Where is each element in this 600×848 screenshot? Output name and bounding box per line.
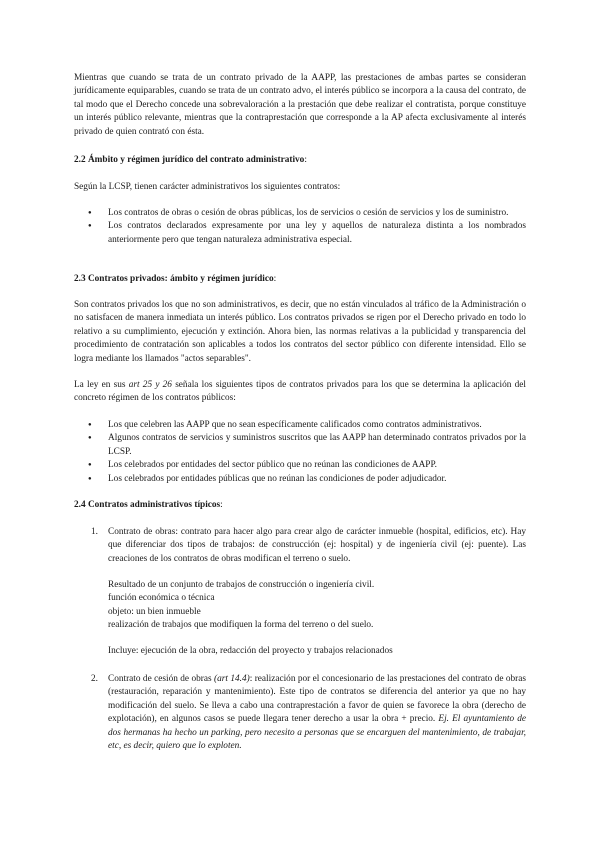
- item-2-number: 2.: [91, 674, 98, 684]
- section-2-2-bullet-list: [74, 207, 526, 247]
- section-2-2-heading: [74, 154, 526, 167]
- item-2-example: Ej. El ayuntamiento de dos hermanas ha hecho un parking, pero necesito a personas que se encarguen del mantenimiento, de trabajar, etc, es decir, quiero que lo exploten.: [108, 714, 527, 752]
- item-1-number: 1.: [91, 527, 98, 537]
- section-2-3-paragraph-1: Son contratos privados los que no son administrativos, es decir, que no están vinculados al tráfico de la Administración o no satisfacen de manera inmediata un interés público. Los contratos privados se rigen por el Derecho privado en todo lo relativo a su cumplimiento, ejecución y extinción. Ahora bien, las normas relativas a la publicidad y transparencia del procedimiento de contratación son aplicables a todos los contratos del sector público con diferente intensidad. Ello se logra mediante los llamados "actos separables".: [74, 300, 526, 364]
- section-2-4-colon: :: [220, 500, 223, 510]
- detail-line: Resultado de un conjunto de trabajos de construcción o ingeniería civil.: [108, 580, 375, 590]
- list-item: ● Los que celebren las AAPP que no sean específicamente calificados como contratos administrativos.: [74, 419, 526, 432]
- section-2-3-bullet-list: [74, 419, 526, 486]
- detail-line: objeto: un bien inmueble: [108, 606, 201, 617]
- para2-text-cont: señala los siguientes tipos de contratos privados para los que se determina la aplicación del concreto régimen de los contratos públicos:: [74, 380, 526, 404]
- detail-line: función económica o técnica: [108, 593, 215, 604]
- section-2-3-paragraph-2: [74, 379, 526, 406]
- section-2-2-intro: Según la LCSP, tienen carácter administrativos los siguientes contratos:: [74, 182, 341, 192]
- article-reference: (art 14.4): [213, 674, 250, 684]
- section-2-3-heading: [74, 273, 526, 286]
- detail-line: realización de trabajos que modifiquen la forma del terreno o del suelo.: [108, 620, 374, 631]
- list-item: ● Los celebrados por entidades del sector público que no reúnan las condiciones de AAPP.: [74, 459, 526, 472]
- para2-text: La ley en sus: [74, 380, 129, 390]
- list-item: ● Algunos contratos de servicios y suministros suscritos que las AAPP han determinado contratos privados por la LCSP.: [74, 432, 526, 459]
- list-item: ● Los contratos declarados expresamente por una ley y aquellos de naturaleza distinta a los nombrados anteriormente pero que tengan naturaleza administrativa especial.: [74, 220, 526, 247]
- item-2-text: [108, 673, 526, 753]
- section-2-2-title: 2.2 Ámbito y régimen jurídico del contrato administrativo: [74, 155, 305, 165]
- list-item: ● Los celebrados por entidades públicas que no reúnan las condiciones de poder adjudicador.: [74, 473, 526, 486]
- article-reference: art 25 y 26: [128, 380, 172, 390]
- item-1-incluye: Incluye: ejecución de la obra, redacción del proyecto y trabajos relacionados: [108, 646, 393, 656]
- section-2-4-title: 2.4 Contratos administrativos típicos: [74, 500, 221, 510]
- section-2-3-title: 2.3 Contratos privados: ámbito y régimen jurídico: [74, 274, 274, 284]
- section-2-3-colon: :: [273, 274, 277, 284]
- item-1-text: Contrato de obras: contrato para hacer algo para crear algo de carácter inmueble (hospital, edificios, etc). Hay que diferenciar dos tipos de trabajos: de construcción (ej: hospital) y de ingeniería civil (ej: puente). Las creaciones de los contratos de obras modifican el terreno o suelo.: [108, 527, 526, 564]
- item-1-details: [108, 579, 526, 633]
- item-2-body: : realización por el concesionario de las prestaciones del contrato de obras (restauración, reparación y mantenimiento). Este tipo de contratos se diferencia del anterior ya que no hay modificación del suelo. Se lleva a cabo una contraprestación a favor de quien se favorece la obra (derecho de explotación), en algunos casos se puede llegara tener derecho a usar la obra + precio.: [108, 674, 526, 725]
- list-item: ● Los contratos de obras o cesión de obras públicas, los de servicios o cesión de servicios y los de suministro.: [74, 207, 526, 220]
- item-2-lead: Contrato de cesión de obras: [108, 674, 214, 684]
- intro-paragraph: Mientras que cuando se trata de un contrato privado de la AAPP, las prestaciones de ambas partes se consideran jurídicamente equiparables, cuando se trata de un contrato advo, el interés público se incorpora a la causa del contrato, de tal modo que el Derecho concede una sobrevaloración a la prestación que debe realizar el contratista, porque constituye un interés público relevante, mientras que la contraprestación que corresponde a la AP afecta exclusivamente al interés privado de quien contrató con ésta.: [74, 73, 526, 137]
- section-2-4-heading: [74, 499, 526, 512]
- section-2-2-colon: :: [304, 155, 307, 165]
